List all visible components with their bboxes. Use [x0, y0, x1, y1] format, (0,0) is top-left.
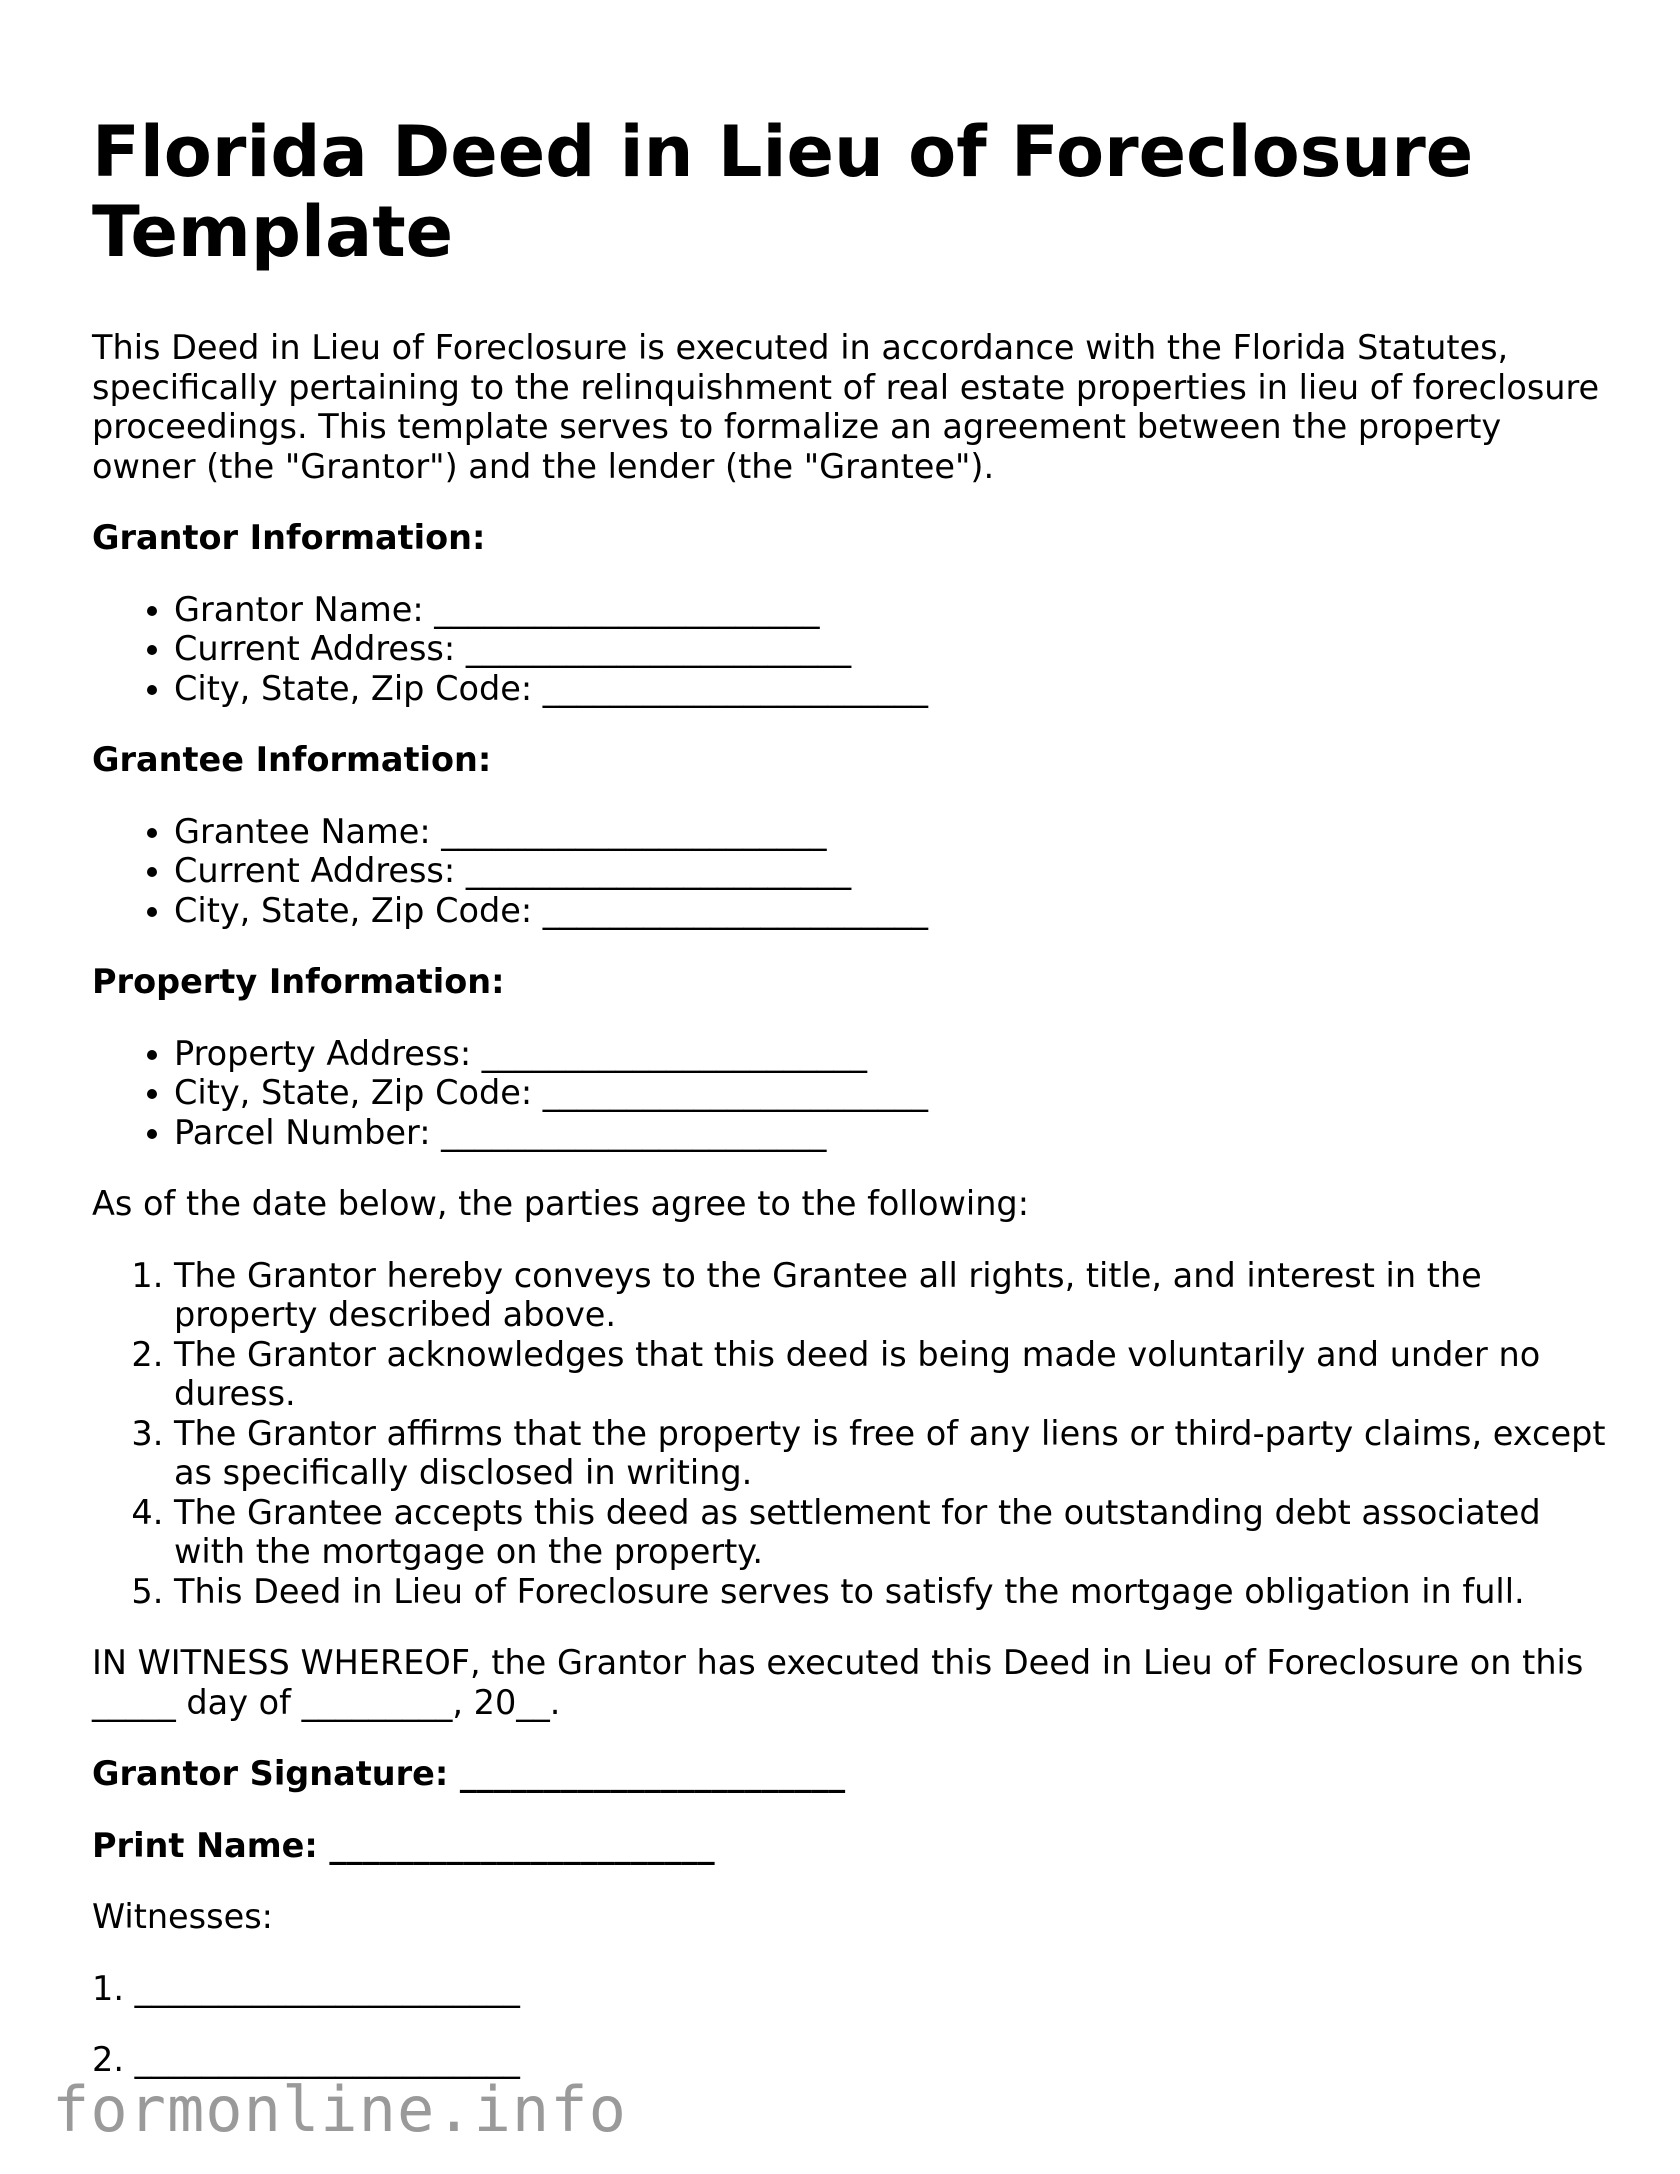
- witness-line-1[interactable]: 1. _______________________: [92, 1968, 520, 2008]
- terms-list: [92, 1256, 1612, 1612]
- watermark: formonline.info: [52, 2073, 627, 2146]
- grantor-heading: Grantor Information:: [92, 518, 486, 557]
- term-item: 4. The Grantee accepts this deed as settlement for the outstanding debt associated with the mortgage on the property.: [174, 1493, 1612, 1572]
- grantee-list: [92, 812, 1612, 931]
- property-list: [92, 1034, 1612, 1153]
- witness-statement[interactable]: IN WITNESS WHEREOF, the Grantor has executed this Deed in Lieu of Foreclosure on this _____ day of _________, 20__.: [92, 1643, 1584, 1722]
- intro-paragraph: This Deed in Lieu of Foreclosure is executed in accordance with the Florida Statutes, specifically pertaining to the relinquishment of real estate properties in lieu of foreclosure proceedings. This template serves to formalize an agreement between the property owner (the "Grantor") and the lender (the "Grantee").: [92, 328, 1600, 486]
- term-item: 1. The Grantor hereby conveys to the Grantee all rights, title, and interest in the property described above.: [174, 1256, 1612, 1335]
- term-item: 3. The Grantor affirms that the property is free of any liens or third-party claims, except as specifically disclosed in writing.: [174, 1414, 1612, 1493]
- document-title: Florida Deed in Lieu of Foreclosure Template: [92, 111, 1474, 273]
- grantor-name-field[interactable]: • Grantor Name: _______________________: [174, 590, 1612, 630]
- term-item: 5. This Deed in Lieu of Foreclosure serves to satisfy the mortgage obligation in full.: [174, 1572, 1612, 1612]
- grantee-heading: Grantee Information:: [92, 740, 492, 779]
- term-item: 2. The Grantor acknowledges that this deed is being made voluntarily and under no duress.: [174, 1335, 1612, 1414]
- grantor-signature-field[interactable]: Grantor Signature: _______________________: [92, 1754, 846, 1793]
- grantee-city-field[interactable]: • City, State, Zip Code: _______________________: [174, 891, 1612, 931]
- grantee-name-field[interactable]: • Grantee Name: _______________________: [174, 812, 1612, 852]
- property-city-field[interactable]: • City, State, Zip Code: _______________________: [174, 1073, 1612, 1113]
- print-name-field[interactable]: Print Name: _______________________: [92, 1825, 715, 1865]
- witness-line-2[interactable]: 2. _______________________: [92, 2040, 520, 2079]
- agreement-intro: As of the date below, the parties agree to the following:: [92, 1184, 1029, 1223]
- property-heading: Property Information:: [92, 962, 505, 1001]
- grantor-list: [92, 590, 1612, 709]
- witnesses-label: Witnesses:: [92, 1897, 273, 1936]
- grantor-city-field[interactable]: • City, State, Zip Code: _______________________: [174, 669, 1612, 709]
- grantor-address-field[interactable]: • Current Address: _______________________: [174, 629, 1612, 669]
- property-address-field[interactable]: • Property Address: _______________________: [174, 1034, 1612, 1074]
- grantee-address-field[interactable]: • Current Address: _______________________: [174, 851, 1612, 891]
- document-page: [92, 112, 1612, 2112]
- parcel-number-field[interactable]: • Parcel Number: _______________________: [174, 1113, 1612, 1153]
